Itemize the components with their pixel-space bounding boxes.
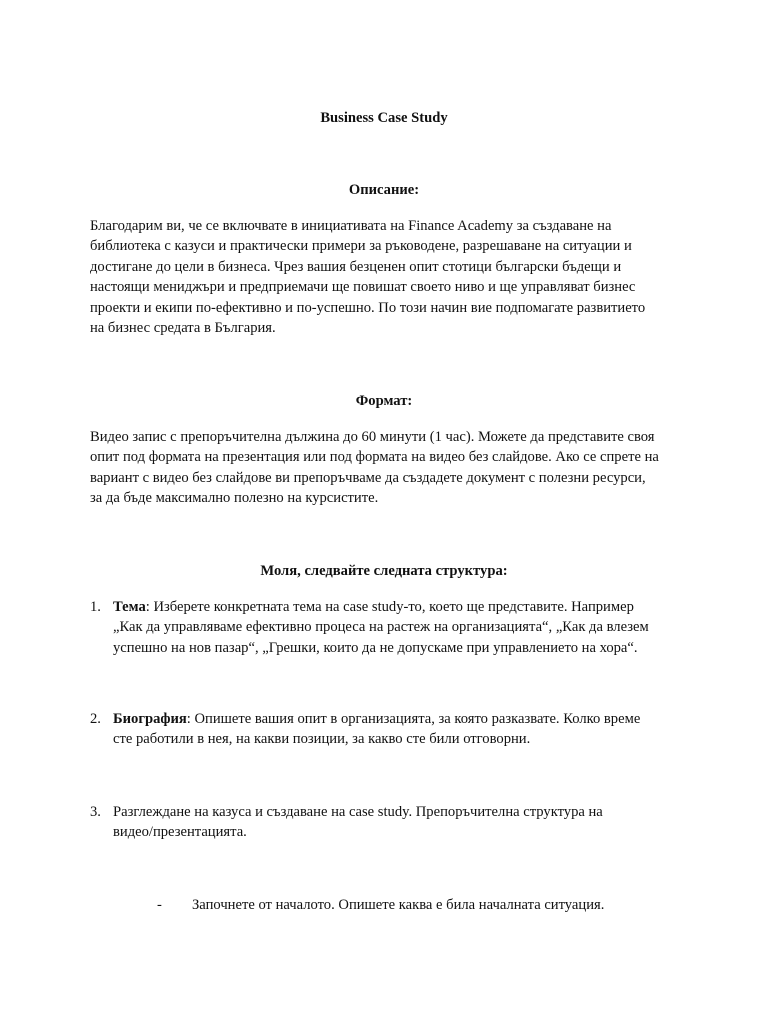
format-line: за да бъде максимално полезно на курсистите. — [90, 490, 379, 507]
description-line: библиотека с казуси и практически примери за ръководене, разрешаване на ситуации и — [90, 238, 632, 255]
format-paragraph — [90, 427, 690, 509]
format-line: Видео запис с препоръчителна дължина до 60 минути (1 час). Можете да представите своя — [90, 429, 655, 445]
item-number: 3. — [90, 804, 101, 820]
structure-item-case-review — [90, 802, 690, 843]
item-line: видео/презентацията. — [113, 824, 247, 841]
item-bold-label: Биография — [113, 711, 187, 727]
item-first-line — [113, 597, 690, 617]
description-line: на бизнес средата в България. — [90, 320, 276, 337]
format-heading: Формат: — [355, 393, 413, 409]
item-number: 1. — [90, 599, 101, 615]
item-line: успешно на нов пазар“, „Грешки, които да не допускаме при управлението на хора“. — [113, 639, 638, 656]
format-line: вариант с видео без слайдове ви препоръчваме да създадете документ с полезни ресурси, — [90, 469, 646, 486]
format-line: опит под формата на презентация или под формата на видео без слайдове. Ако се спрете на — [90, 449, 659, 466]
description-line: настоящи мениджъри и предприемачи ще повишат своето ниво и ще управляват бизнес — [90, 279, 636, 296]
structure-item-biography — [90, 709, 690, 750]
description-paragraph — [90, 216, 690, 338]
description-heading: Описание: — [348, 182, 420, 198]
description-line: достигане до цели в бизнеса. Чрез вашия безценен опит стотици български бъдещи и — [90, 258, 622, 275]
item-line: сте работили в нея, на какви позиции, за какво сте били отговорни. — [113, 731, 531, 748]
description-line: проекти и екипи по-ефективно и по-успешно. По този начин вие подпомагате развитието — [90, 299, 646, 316]
item-first-line-text: : Изберете конкретната тема на case study-то, което ще представите. Например — [145, 599, 634, 615]
item-first-line-text: : Опишете вашия опит в организацията, за която разказвате. Колко време — [186, 711, 641, 727]
item-first-line: Разглеждане на казуса и създаване на case study. Препоръчителна структура на — [113, 804, 603, 820]
sub-item-text: Започнете от началото. Опишете каква е била началната ситуация. — [192, 897, 605, 913]
structure-item-topic — [90, 597, 690, 658]
item-bold-label: Тема — [113, 599, 146, 615]
item-line: „Как да управляваме ефективно процеса на растеж на организацията“, „Как да влезем — [113, 619, 649, 636]
dash-bullet: - — [157, 897, 162, 913]
document-title: Business Case Study — [320, 110, 448, 126]
structure-heading: Моля, следвайте следната структура: — [260, 563, 508, 579]
item-first-line — [113, 709, 690, 729]
description-line: Благодарим ви, че се включвате в инициативата на Finance Academy за създаване на — [90, 218, 612, 234]
sub-item-start — [157, 895, 604, 915]
item-number: 2. — [90, 711, 101, 727]
